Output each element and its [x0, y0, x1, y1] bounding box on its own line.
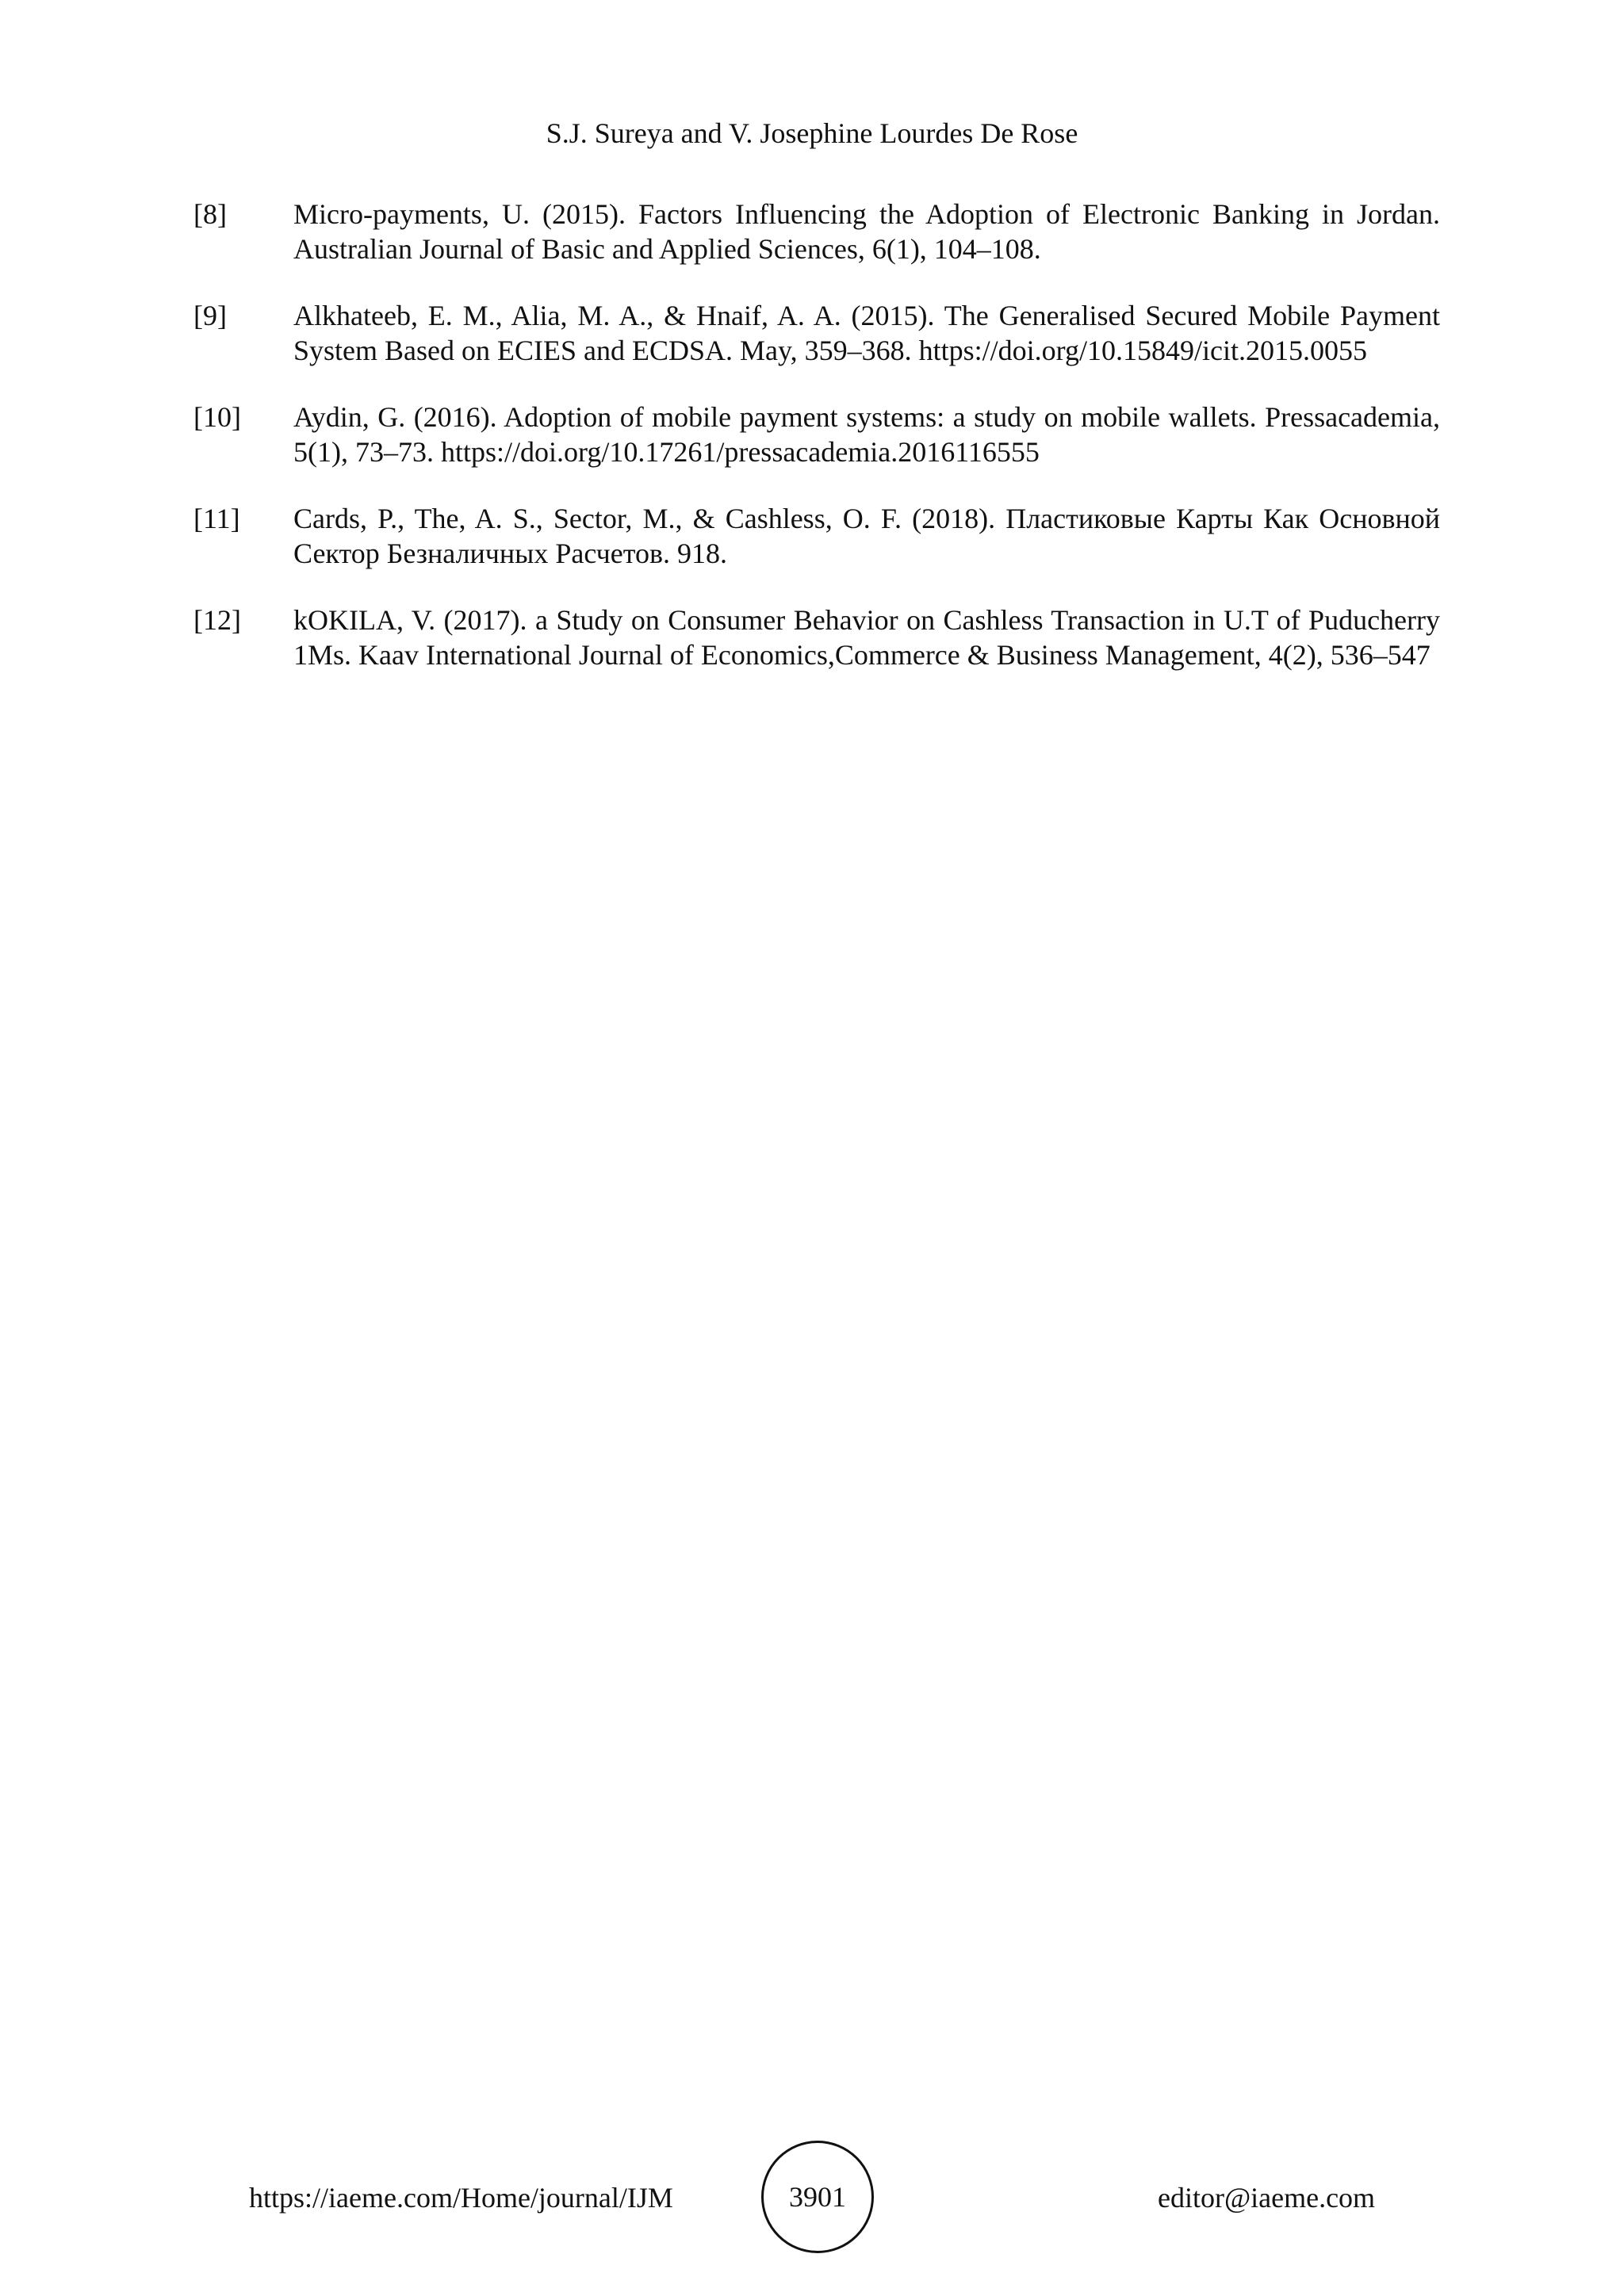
- page-footer: [0, 2141, 1624, 2255]
- reference-item: [193, 501, 1440, 571]
- running-header: S.J. Sureya and V. Josephine Lourdes De Rose: [546, 117, 1078, 149]
- reference-number: [10]: [193, 401, 241, 433]
- reference-item: [193, 298, 1440, 368]
- reference-text: Cards, P., The, A. S., Sector, M., & Cashless, O. F. (2018). Пластиковые Карты Как Основной Сектор Безналичных Расчетов. 918.: [293, 503, 1440, 569]
- reference-text: kOKILA, V. (2017). a Study on Consumer Behavior on Cashless Transaction in U.T of Puducherry 1Ms. Kaav International Journal of Economics,Commerce & Business Management, 4(2), 536–547: [293, 604, 1440, 671]
- reference-item: [193, 197, 1440, 266]
- reference-number: [11]: [193, 503, 240, 534]
- page-number-circle: [761, 2141, 874, 2253]
- reference-item: [193, 603, 1440, 672]
- reference-text: Micro-payments, U. (2015). Factors Influencing the Adoption of Electronic Banking in Jordan. Australian Journal of Basic and Applied Sciences, 6(1), 104–108.: [293, 198, 1440, 265]
- editor-email-link[interactable]: editor@iaeme.com: [1158, 2182, 1376, 2214]
- reference-list: [193, 197, 1440, 704]
- page-number: 3901: [789, 2181, 846, 2213]
- reference-number: [8]: [193, 198, 227, 230]
- reference-text: Aydin, G. (2016). Adoption of mobile payment systems: a study on mobile wallets. Pressacademia, 5(1), 73–73. https://doi.org/10.17261/pressacademia.2016116555: [293, 401, 1440, 468]
- journal-url-link[interactable]: https://iaeme.com/Home/journal/IJM: [249, 2182, 673, 2214]
- reference-item: [193, 400, 1440, 469]
- reference-number: [12]: [193, 604, 241, 636]
- reference-number: [9]: [193, 300, 227, 331]
- reference-text: Alkhateeb, E. M., Alia, M. A., & Hnaif, A. A. (2015). The Generalised Secured Mobile Payment System Based on ECIES and ECDSA. May, 359–368. https://doi.org/10.15849/icit.2015.0055: [293, 300, 1440, 366]
